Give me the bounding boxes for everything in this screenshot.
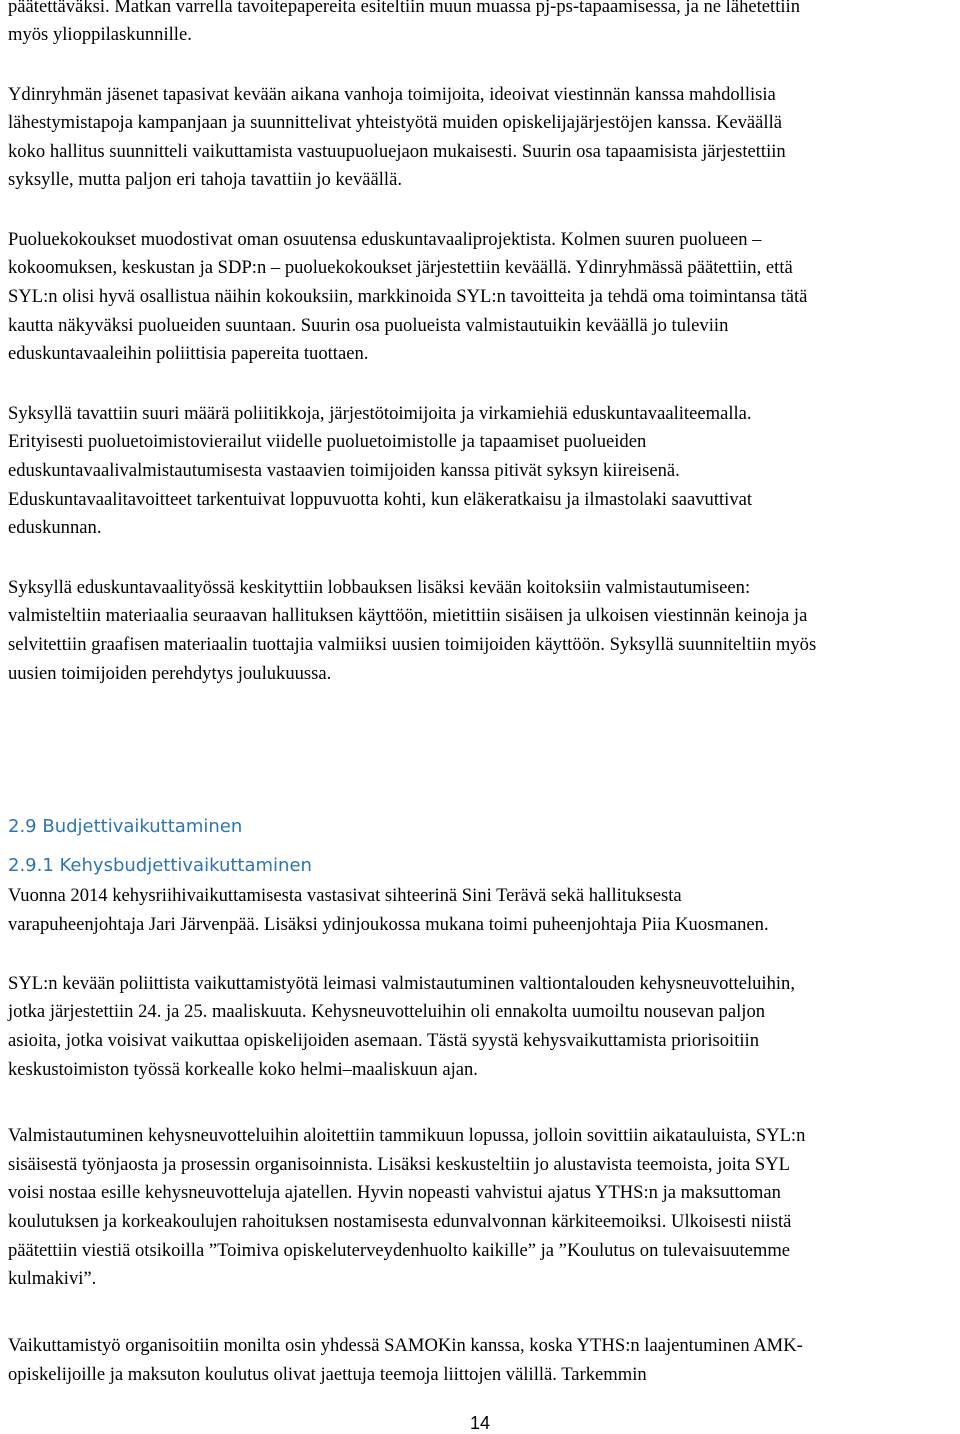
paragraph-2-line-4: syksylle, mutta paljon eri tahoja tavattiin jo keväällä. [8, 169, 402, 190]
paragraph-7-line-2: jotka järjestettiin 24. ja 25. maaliskuuta. Kehysneuvotteluihin oli ennakolta uumoiltu nousevan paljon [8, 1001, 766, 1022]
paragraph-6-line-2: varapuheenjohtaja Jari Järvenpää. Lisäksi ydinjoukossa mukana toimi puheenjohtaja Piia Kuosmanen. [8, 914, 769, 935]
paragraph-8-line-5: päätettiin viestiä otsikoilla ”Toimiva opiskeluterveydenhuolto kaikille” ja ”Koulutus on tulevaisuutemme [8, 1240, 791, 1261]
paragraph-3-line-3: SYL:n olisi hyvä osallistua näihin kokouksiin, markkinoida SYL:n tavoitteita ja tehdä oma toimintansa tätä [8, 286, 808, 307]
paragraph-5-line-4: uusien toimijoiden perehdytys joulukuussa. [8, 663, 332, 684]
paragraph-8-line-3: voisi nostaa esille kehysneuvotteluja ajatellen. Hyvin nopeasti vahvistui ajatus YTHS:n ja maksuttoman [8, 1182, 781, 1203]
paragraph-3-line-1: Puoluekokoukset muodostivat oman osuutensa eduskuntavaaliprojektista. Kolmen suuren puolueen – [8, 229, 762, 250]
paragraph-7-line-3: asioita, jotka voisivat vaikuttaa opiskelijoiden asemaan. Tästä syystä kehysvaikuttamista priorisoitiin [8, 1030, 760, 1051]
paragraph-8-line-2: sisäisestä työnjaosta ja prosessin organisoinnista. Lisäksi keskusteltiin jo alustavista teemoista, joita SYL [8, 1154, 791, 1175]
paragraph-3-line-5: eduskuntavaaleihin poliittisia papereita tuottaen. [8, 343, 369, 364]
paragraph-8-line-1: Valmistautuminen kehysneuvotteluihin aloitettiin tammikuun lopussa, jolloin sovittiin aikatauluista, SYL:n [8, 1125, 806, 1146]
paragraph-1-line-2: myös ylioppilaskunnille. [8, 24, 192, 45]
paragraph-9-line-2: opiskelijoille ja maksuton koulutus olivat jaettuja teemoja liittojen välillä. Tarkemmin [8, 1364, 647, 1385]
paragraph-2-line-3: koko hallitus suunnitteli vaikuttamista vastuupuoluejaon mukaisesti. Suurin osa tapaamisista järjestettiin [8, 141, 786, 162]
paragraph-1-line-1: päätettäväksi. Matkan varrella tavoitepapereita esiteltiin muun muassa pj-ps-tapaamisessa, ja ne lähetettiin [8, 0, 801, 17]
subsection-heading: 2.9.1 Kehysbudjettivaikuttaminen [8, 855, 312, 876]
paragraph-5-line-2: valmisteltiin materiaalia seuraavan hallituksen käyttöön, mietittiin sisäisen ja ulkoisen viestinnän keinoja ja [8, 605, 808, 626]
paragraph-7-line-4: keskustoimiston työssä korkealle koko helmi–maaliskuun ajan. [8, 1059, 478, 1080]
paragraph-8-line-4: koulutuksen ja korkeakoulujen rahoituksen nostamisesta edunvalvonnan kärkiteemoiksi. Ulkoisesti niistä [8, 1211, 792, 1232]
paragraph-3-line-4: kautta näkyväksi puolueiden suuntaan. Suurin osa puolueista valmistautuikin keväällä jo tuleviin [8, 315, 729, 336]
paragraph-4-line-2: Erityisesti puoluetoimistovierailut viidelle puoluetoimistolle ja tapaamiset puolueiden [8, 431, 647, 452]
section-heading: 2.9 Budjettivaikuttaminen [8, 816, 243, 837]
paragraph-2-line-1: Ydinryhmän jäsenet tapasivat kevään aikana vanhoja toimijoita, ideoivat viestinnän kanssa mahdollisia [8, 84, 776, 105]
paragraph-9-line-1: Vaikuttamistyö organisoitiin monilta osin yhdessä SAMOKin kanssa, koska YTHS:n laajentuminen AMK- [8, 1335, 803, 1356]
paragraph-5-line-1: Syksyllä eduskuntavaalityössä keskityttiin lobbauksen lisäksi kevään koitoksiin valmistautumiseen: [8, 577, 751, 598]
paragraph-6-line-1: Vuonna 2014 kehysriihivaikuttamisesta vastasivat sihteerinä Sini Terävä sekä hallituksesta [8, 885, 682, 906]
paragraph-4-line-3: eduskuntavaalivalmistautumisesta vastaavien toimijoiden kanssa pitivät syksyn kiireisenä. [8, 460, 680, 481]
paragraph-3-line-2: kokoomuksen, keskustan ja SDP:n – puoluekokoukset järjestettiin keväällä. Ydinryhmässä päätettiin, että [8, 257, 793, 278]
paragraph-8-line-6: kulmakivi”. [8, 1268, 97, 1289]
paragraph-4-line-1: Syksyllä tavattiin suuri määrä poliitikkoja, järjestötoimijoita ja virkamiehiä eduskuntavaaliteemalla. [8, 403, 752, 424]
page-number: 14 [469, 1413, 491, 1433]
paragraph-4-line-5: eduskunnan. [8, 517, 102, 538]
paragraph-7-line-1: SYL:n kevään poliittista vaikuttamistyötä leimasi valmistautuminen valtiontalouden kehysneuvotteluihin, [8, 973, 796, 994]
paragraph-5-line-3: selvitettiin graafisen materiaalin tuottajia valmiiksi uusien toimijoiden käyttöön. Syksyllä suunniteltiin myös [8, 634, 817, 655]
paragraph-4-line-4: Eduskuntavaalitavoitteet tarkentuivat loppuvuotta kohti, kun eläkeratkaisu ja ilmastolaki saavuttivat [8, 489, 753, 510]
paragraph-2-line-2: lähestymistapoja kampanjaan ja suunnittelivat yhteistyötä muiden opiskelijajärjestöjen kanssa. Keväällä [8, 112, 783, 133]
